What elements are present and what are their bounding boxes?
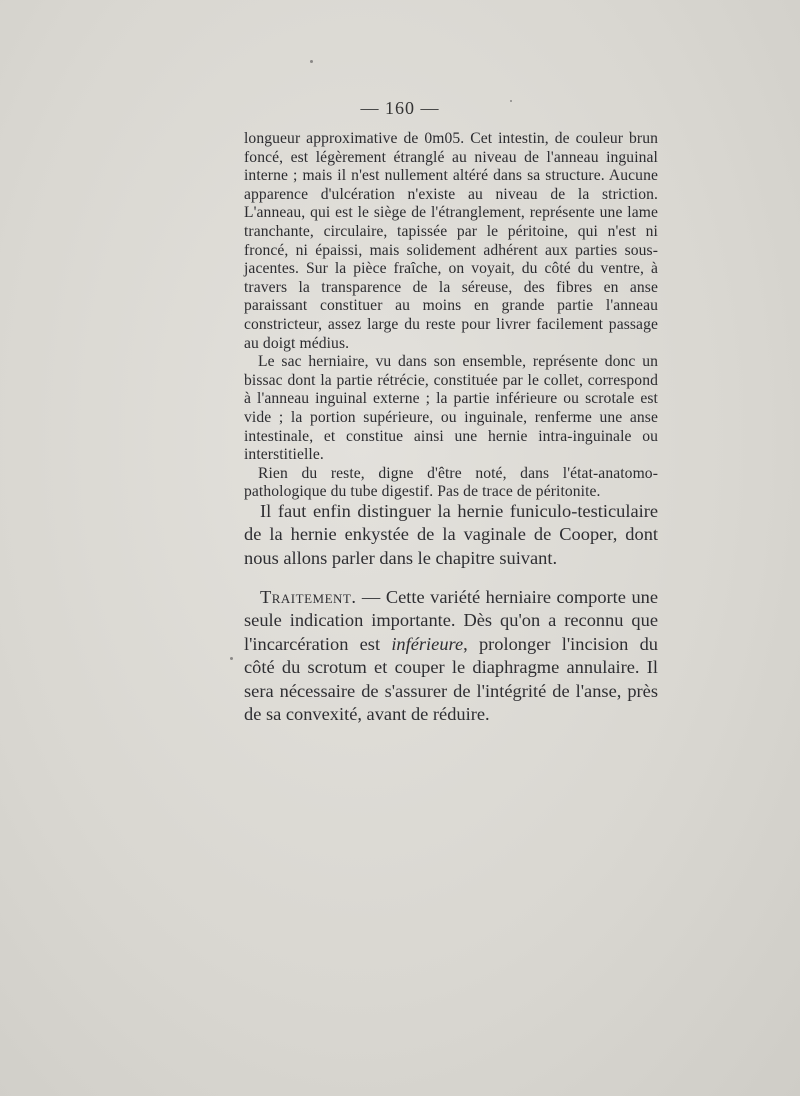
- paragraph-intestine-description: longueur approximative de 0m05. Cet intestin, de couleur brun foncé, est légèrement étranglé au niveau de l'anneau inguinal interne ; mais il n'est nullement altéré dans sa structure. Aucune apparence d'ulcération n'existe au niveau de la striction. L'anneau, qui est le siège de l'étranglement, représente une lame tranchante, circulaire, tapissée par le péritoine, qui n'est ni froncé, ni épaissi, mais solidement adhérent aux parties sous-jacentes. Sur la pièce fraîche, on voyait, du côté du ventre, à travers la transparence de la séreuse, des fibres en anse paraissant constituer au moins en grande partie l'anneau constricteur, assez large du reste pour livrer facilement passage au doigt médius.: [244, 130, 658, 352]
- distinction-block: [244, 500, 658, 570]
- paragraph-distinction: Il faut enfin distinguer la hernie funiculo-testiculaire de la hernie enkystée de la vaginale de Cooper, dont nous allons parler dans le chapitre suivant.: [244, 501, 658, 568]
- anatomy-description-block: [244, 130, 658, 502]
- paragraph-treatment: [244, 586, 658, 726]
- treatment-emphasis: inférieure: [391, 633, 464, 654]
- paper-speck: [230, 657, 233, 660]
- paragraph-digestive-tube: Rien du reste, digne d'être noté, dans l'état-anatomo-pathologique du tube digestif. Pas de trace de péritonite.: [244, 464, 658, 501]
- paragraph-hernial-sac: Le sac herniaire, vu dans son ensemble, représente donc un bissac dont la partie rétrécie, constituée par le collet, correspond à l'anneau inguinal externe ; la partie inférieure ou scrotale est vide ; la portion supérieure, ou inguinale, renferme une anse intestinale, et constitue ainsi une hernie intra-inguinale ou interstitielle.: [244, 353, 658, 464]
- paper-speck: [310, 60, 313, 63]
- treatment-heading: Traitement.: [260, 587, 357, 607]
- treatment-block: [244, 586, 658, 726]
- treatment-text-after: , prolonger l'incision du côté du scrotum et couper le diaphragme annulaire. Il sera nécessaire de s'assurer de l'intégrité de l'anse, près de sa convexité, avant de réduire.: [244, 633, 659, 725]
- paper-speck: [510, 100, 512, 102]
- treatment-text-before: — Cette variété herniaire comporte une seule indication importante. Dès qu'on a reconnu que l'incarcération est: [244, 587, 658, 654]
- page-number: — 160 —: [360, 98, 440, 118]
